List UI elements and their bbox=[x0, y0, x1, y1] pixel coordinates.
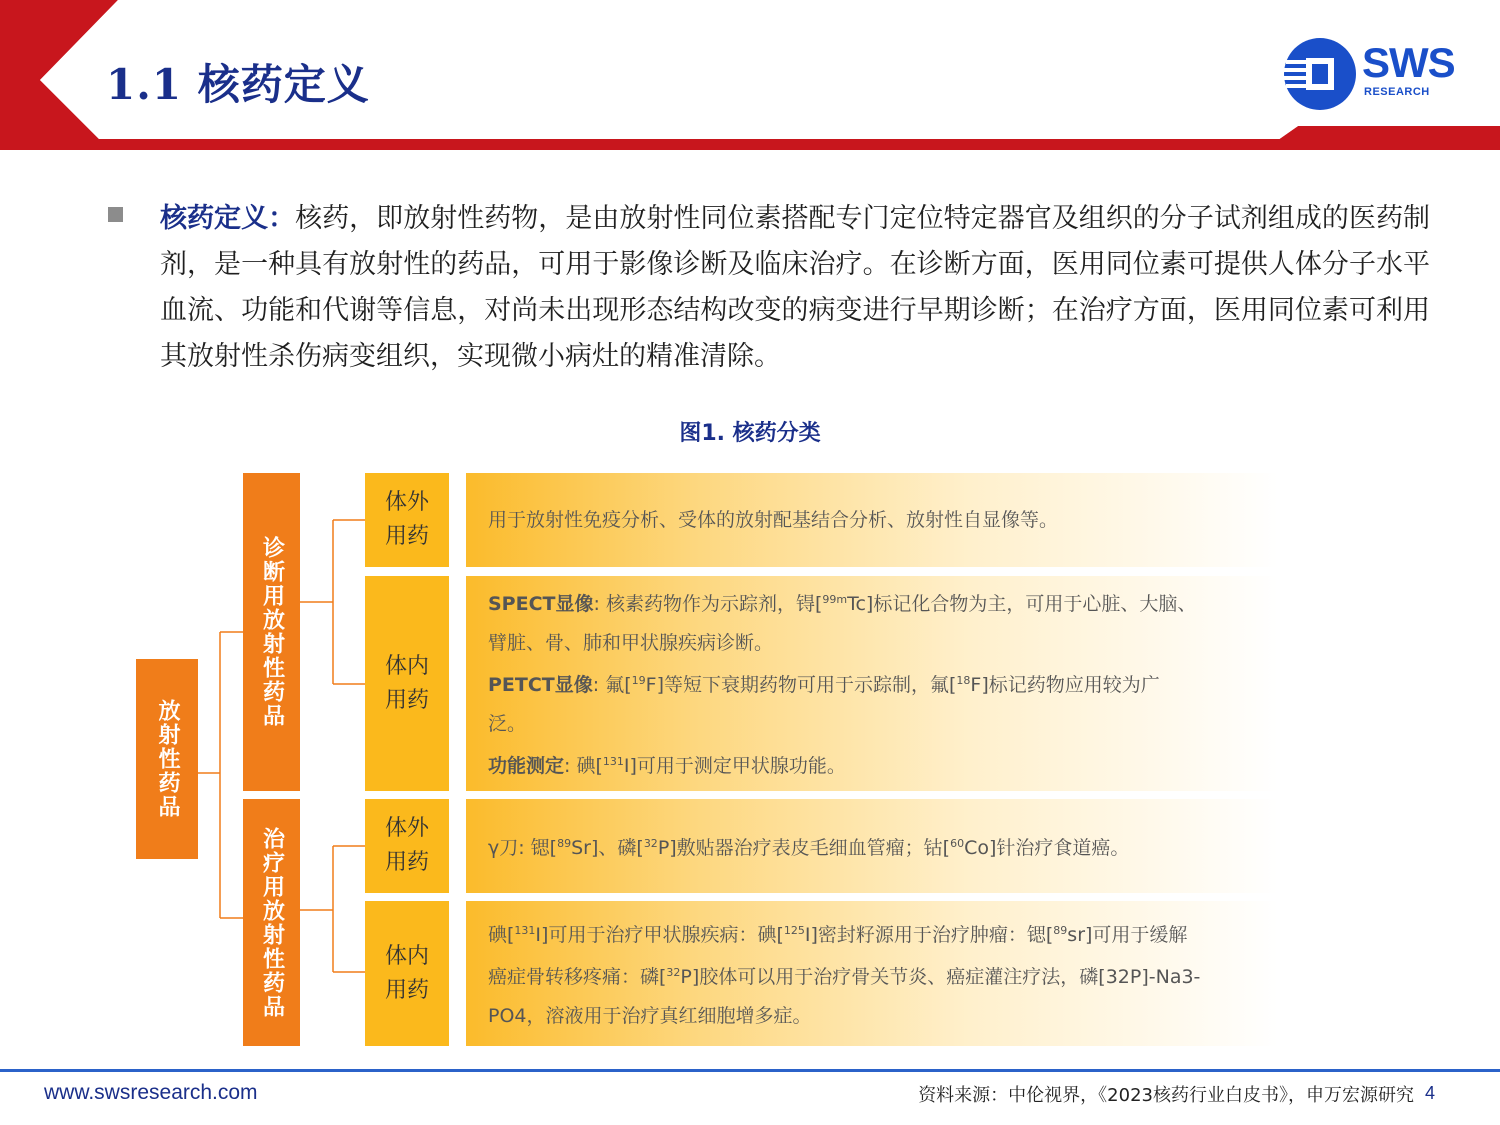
desc-text: 碘[ bbox=[488, 923, 515, 946]
isotope-mass: 131 bbox=[602, 755, 624, 769]
desc-text: I]密封籽源用于治疗肿瘤：锶[ bbox=[804, 923, 1054, 946]
sub-node-label: 用药 bbox=[384, 687, 429, 713]
isotope-mass: 131 bbox=[514, 923, 536, 937]
desc-text: I]可用于测定甲状腺功能。 bbox=[623, 755, 846, 778]
desc-text: P]胶体可以用于治疗骨关节炎、癌症灌注疗法，磷[32P]-Na3- bbox=[680, 966, 1201, 989]
desc-text: 癌症骨转移疼痛：磷[ bbox=[488, 966, 667, 989]
isotope-mass: 32 bbox=[643, 836, 658, 850]
footer-website-link[interactable]: www.swsresearch.com bbox=[44, 1081, 258, 1104]
sub-node-ther-in-vivo bbox=[365, 901, 449, 1046]
desc-ther-in-vitro bbox=[466, 799, 1278, 893]
sub-node-label: 用药 bbox=[384, 850, 429, 875]
isotope-mass: 89 bbox=[1053, 923, 1068, 937]
desc-line bbox=[488, 624, 1264, 663]
desc-text: 泛。 bbox=[488, 712, 527, 735]
desc-text: γ刀: 锶[ bbox=[488, 836, 558, 859]
desc-line bbox=[488, 662, 1264, 705]
sub-node-label: 体外 bbox=[384, 816, 429, 841]
isotope-mass: 18 bbox=[956, 674, 971, 688]
isotope-mass: 125 bbox=[783, 923, 805, 937]
desc-text: Tc]标记化合物为主，可用于心脏、大脑、 bbox=[847, 593, 1197, 616]
sub-node-diag-in-vitro bbox=[365, 473, 449, 567]
desc-text: : 核素药物作为示踪剂，锝[ bbox=[593, 593, 823, 616]
root-node: 放射性药品 bbox=[136, 659, 198, 859]
logo-wordmark: SWS bbox=[1362, 39, 1455, 86]
desc-text: : 氟[ bbox=[592, 674, 632, 697]
desc-line bbox=[488, 954, 1264, 997]
desc-line bbox=[488, 581, 1264, 624]
sub-node-label: 体外 bbox=[384, 490, 429, 515]
desc-text: F]等短下衰期药物可用于示踪制，氟[ bbox=[645, 674, 957, 697]
desc-line bbox=[488, 825, 1264, 868]
desc-text: Co]针治疗食道癌。 bbox=[964, 836, 1130, 859]
isotope-mass: 89 bbox=[557, 836, 572, 850]
definition-text: 核药，即放射性药物，是由放射性同位素搭配专门定位特定器官及组织的分子试剂组成的医药制剂，是一种具有放射性的药品，可用于影像诊断及临床治疗。在诊断方面，医用同位素可提供人体分子水平血流、功能和代谢等信息，对尚未出现形态结构改变的病变进行早期诊断；在治疗方面，医用同位素可利用其放射性杀伤病变组织，实现微小病灶的精准清除。 bbox=[160, 203, 1430, 372]
desc-text: 臂脏、骨、肺和甲状腺疾病诊断。 bbox=[488, 631, 774, 654]
desc-lead: SPECT显像 bbox=[488, 593, 594, 616]
sub-node-diag-in-vivo bbox=[365, 576, 449, 791]
desc-text: P]敷贴器治疗表皮毛细血管瘤；钴[ bbox=[657, 836, 951, 859]
desc-text: I]可用于治疗甲状腺疾病：碘[ bbox=[535, 923, 784, 946]
desc-text: PO4，溶液用于治疗真红细胞增多症。 bbox=[488, 1004, 812, 1027]
isotope-mass: 99m bbox=[822, 593, 848, 607]
desc-text: : 碘[ bbox=[564, 755, 603, 778]
desc-line bbox=[488, 743, 1264, 786]
definition-lead: 核药定义： bbox=[160, 203, 296, 234]
figure-caption: 图1. 核药分类 bbox=[679, 421, 821, 446]
page-number: 4 bbox=[1425, 1083, 1436, 1103]
footer-rule bbox=[0, 1069, 1500, 1072]
page-title: 1.1 核药定义 bbox=[106, 60, 370, 109]
desc-diag-in-vivo bbox=[466, 576, 1278, 791]
sub-node-ther-in-vitro bbox=[365, 799, 449, 893]
sub-node-label: 体内 bbox=[384, 653, 429, 679]
desc-line bbox=[488, 912, 1264, 955]
desc-line bbox=[488, 501, 1264, 540]
isotope-mass: 19 bbox=[631, 674, 646, 688]
branch-node-therapeutic: 治疗用放射性药品 bbox=[243, 799, 300, 1046]
branch-node-diagnostic: 诊断用放射性药品 bbox=[243, 473, 300, 791]
desc-text: F]标记药物应用较为广 bbox=[970, 674, 1160, 697]
desc-line bbox=[488, 705, 1264, 744]
desc-text: sr]可用于缓解 bbox=[1067, 923, 1188, 946]
sub-node-label: 用药 bbox=[384, 524, 429, 549]
desc-ther-in-vivo bbox=[466, 901, 1278, 1046]
desc-text: 用于放射性免疫分析、受体的放射配基结合分析、放射性自显像等。 bbox=[488, 508, 1059, 531]
isotope-mass: 60 bbox=[950, 836, 965, 850]
desc-line bbox=[488, 997, 1264, 1036]
desc-diag-in-vitro bbox=[466, 473, 1278, 567]
isotope-mass: 32 bbox=[666, 966, 681, 980]
desc-lead: 功能测定 bbox=[488, 755, 565, 778]
desc-lead: PETCT显像 bbox=[488, 674, 593, 697]
desc-text: Sr]、磷[ bbox=[571, 836, 644, 859]
logo-subtitle: RESEARCH bbox=[1364, 86, 1430, 98]
sub-node-label: 体内 bbox=[384, 943, 429, 969]
sub-node-label: 用药 bbox=[384, 977, 429, 1003]
footer-source: 资料来源：中伦视界，《2023核药行业白皮书》，申万宏源研究 bbox=[918, 1085, 1414, 1106]
